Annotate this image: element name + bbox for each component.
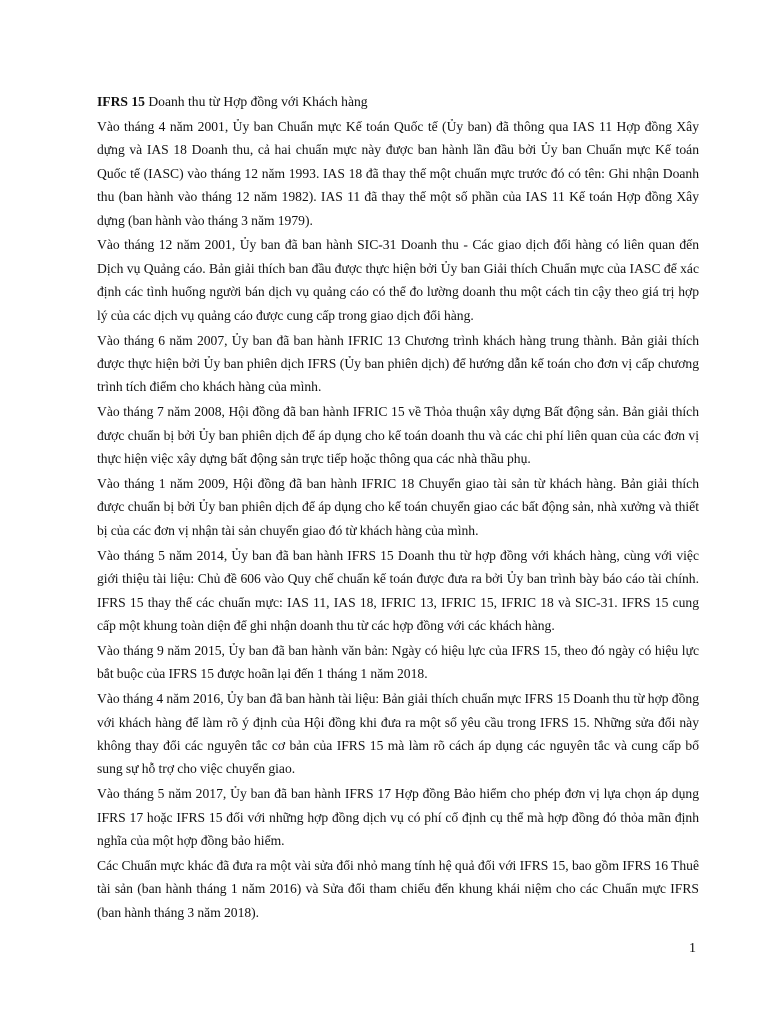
paragraph-ias-adoption-2001: Vào tháng 4 năm 2001, Ủy ban Chuẩn mực Kế toán Quốc tế (Ủy ban) đã thông qua IAS 11 Hợp đồng Xây dựng và IAS 18 Doanh thu, cả hai chuẩn mực này được ban hành lần đầu bởi Ủy ban Chuẩn mực Kế toán Quốc tế (IASC) vào tháng 12 năm 1993. IAS 18 đã thay thế một chuẩn mực trước đó có tên: Ghi nhận Doanh thu (ban hành vào tháng 12 năm 1982). IAS 11 đã thay thế một số phần của IAS 11 Kế toán Hợp đồng Xây dựng (ban hành vào tháng 3 năm 1979). — [97, 118, 699, 228]
paragraph-ifrs-17: Vào tháng 5 năm 2017, Ủy ban đã ban hành IFRS 17 Hợp đồng Bảo hiểm cho phép đơn vị lựa chọn áp dụng IFRS 17 hoặc IFRS 15 đối với những hợp đồng dịch vụ có phí cố định cụ thể mà hợp đồng đó thỏa mãn định nghĩa của một hợp đồng bảo hiểm. — [97, 786, 699, 849]
paragraph-ifric-18: Vào tháng 1 năm 2009, Hội đồng đã ban hành IFRIC 18 Chuyển giao tài sản từ khách hàng. Bản giải thích được chuẩn bị bởi Ủy ban phiên dịch để áp dụng cho kế toán chuyển giao các bất động sản, nhà xưởng và thiết bị của các đơn vị nhận tài sản chuyển giao đó từ khách hàng của mình. — [97, 476, 699, 538]
paragraph-ifric-15: Vào tháng 7 năm 2008, Hội đồng đã ban hành IFRIC 15 về Thỏa thuận xây dựng Bất động sản. Bản giải thích được chuẩn bị bởi Ủy ban phiên dịch để áp dụng cho kế toán doanh thu và các chi phí liên quan của các đơn vị thực hiện việc xây dựng bất động sản trực tiếp hoặc thông qua các nhà thầu phụ. — [97, 404, 699, 467]
paragraph-other-amendments: Các Chuẩn mực khác đã đưa ra một vài sửa đổi nhỏ mang tính hệ quả đối với IFRS 15, bao gồm IFRS 16 Thuê tài sản (ban hành tháng 1 năm 2016) và Sửa đổi tham chiếu đến khung khái niệm cho các Chuẩn mực IFRS (ban hành tháng 3 năm 2018). — [97, 858, 699, 920]
paragraph-effective-date: Vào tháng 9 năm 2015, Ủy ban đã ban hành văn bản: Ngày có hiệu lực của IFRS 15, theo đó ngày có hiệu lực bắt buộc của IFRS 15 được hoãn lại đến 1 tháng 1 năm 2018. — [97, 642, 699, 682]
document-body — [97, 90, 699, 926]
page-number: 1 — [689, 941, 696, 956]
document-title — [97, 90, 699, 113]
paragraph-ifric-13: Vào tháng 6 năm 2007, Ủy ban đã ban hành IFRIC 13 Chương trình khách hàng trung thành. Bản giải thích được thực hiện bởi Ủy ban phiên dịch IFRS (Ủy ban phiên dịch) để hướng dẫn kế toán cho đơn vị cấp chương trình tích điểm cho khách hàng của mình. — [97, 332, 699, 395]
document-title-text: Doanh thu từ Hợp đồng với Khách hàng — [144, 94, 368, 109]
paragraph-sic-31: Vào tháng 12 năm 2001, Ủy ban đã ban hành SIC-31 Doanh thu - Các giao dịch đổi hàng có liên quan đến Dịch vụ Quảng cáo. Bản giải thích ban đầu được thực hiện bởi Ủy ban Giải thích Chuẩn mực của IASC để xác định các tình huống người bán dịch vụ quảng cáo có thể đo lường doanh thu một cách tin cậy theo giá trị hợp lý của các dịch vụ quảng cáo được cung cấp trong giao dịch đổi hàng. — [97, 237, 699, 323]
paragraph-clarifications: Vào tháng 4 năm 2016, Ủy ban đã ban hành tài liệu: Bản giải thích chuẩn mực IFRS 15 Doanh thu từ hợp đồng với khách hàng để làm rõ ý định của Hội đồng khi đưa ra một số yêu cầu trong IFRS 15. Những sửa đổi này không thay đổi các nguyên tắc cơ bản của IFRS 15 mà làm rõ cách áp dụng các nguyên tắc và cung cấp bổ sung sự hỗ trợ cho việc chuyển giao. — [97, 691, 699, 777]
paragraph-ifrs-15-issued: Vào tháng 5 năm 2014, Ủy ban đã ban hành IFRS 15 Doanh thu từ hợp đồng với khách hàng, cùng với việc giới thiệu tài liệu: Chủ đề 606 vào Quy chế chuẩn kế toán được đưa ra bởi Ủy ban trình bày báo cáo tài chính. IFRS 15 thay thế các chuẩn mực: IAS 11, IAS 18, IFRIC 13, IFRIC 15, IFRIC 18 và SIC-31. IFRS 15 cung cấp một khung toàn diện để ghi nhận doanh thu từ các hợp đồng với các khách hàng. — [97, 547, 699, 633]
document-title-code: IFRS 15 — [97, 94, 145, 109]
